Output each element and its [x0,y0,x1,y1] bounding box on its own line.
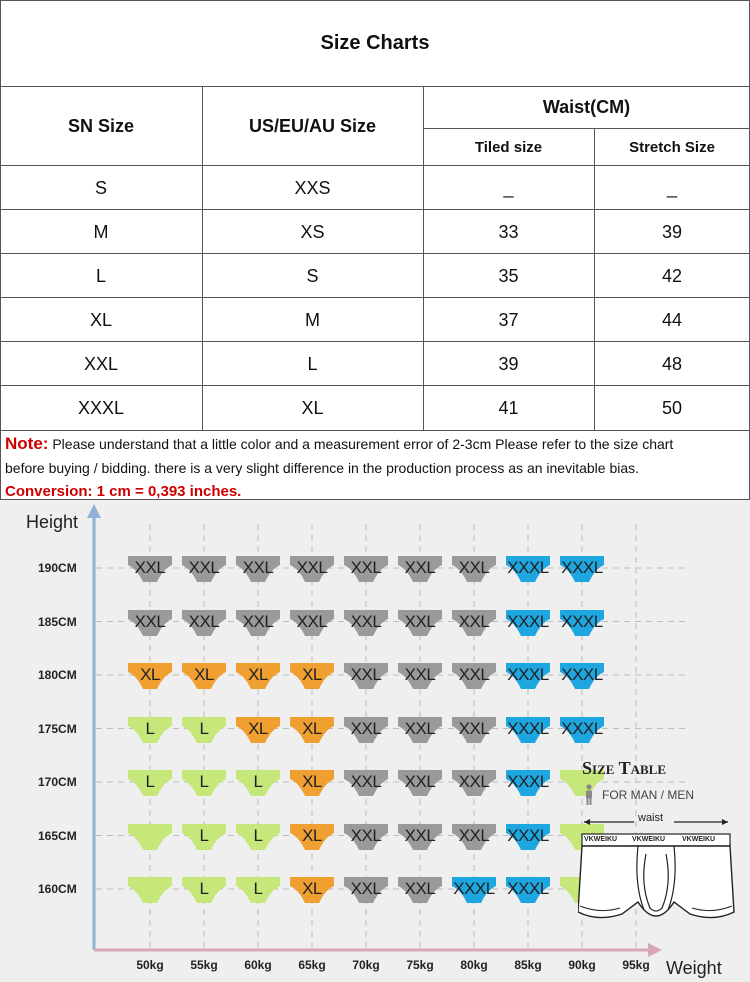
size-cell [559,554,605,586]
x-axis-title: Weight [666,958,722,978]
size-cell [181,661,227,693]
size-cell-label: XXXL [561,665,603,684]
table-title: Size Charts [1,1,749,87]
size-cell-label: L [145,772,155,791]
y-tick-label: 180CM [38,668,77,682]
size-cell-label: XXXL [561,558,603,577]
size-cell-label: XXL [242,558,274,577]
x-tick-label: 90kg [568,958,596,972]
size-cell-label: XXL [296,611,328,631]
size-cell [397,554,443,586]
size-table-subtitle: FOR MAN / MEN [602,788,694,802]
size-cell [289,768,335,800]
us-size-cell: M [305,309,320,330]
size-cell-label: XXL [350,665,382,684]
size-cell [559,608,605,640]
size-cell-label: XXL [404,772,436,791]
y-tick-label: 170CM [38,775,77,789]
size-cell-label: XL [302,879,322,898]
size-cell [343,822,389,854]
size-cell [181,608,227,640]
size-cell [127,608,173,640]
size-cell-label: XXXL [561,718,603,738]
size-cell [235,661,281,693]
us-size-cell: S [306,265,319,286]
y-tick-label: 175CM [38,721,77,736]
waistband-brand-text: VKWEIKU [682,836,716,843]
height-weight-chart [0,500,750,982]
sn-size-cell: M [93,221,109,242]
size-cell-label: XXL [404,665,436,684]
size-cell-label: XXL [458,772,490,791]
sn-size-cell: XL [89,309,113,330]
x-tick-label: 85kg [514,958,542,972]
header-waist: Waist(CM) [542,96,631,117]
size-cell-label: XL [140,665,160,684]
size-cell-label: XL [302,718,322,738]
size-cell-label: XXL [458,558,490,577]
waistband-brand-text: VKWEIKU [584,836,618,843]
size-cell-label: L [145,718,155,738]
size-cell [505,822,551,854]
size-cell-label: XXL [350,825,382,845]
size-cell-label: XXL [134,558,166,577]
size-cell [505,661,551,693]
size-cell-label: XXL [404,825,436,845]
size-cell-label: L [253,879,263,898]
brief-shape-icon [127,875,173,907]
header-us-size: US/EU/AU Size [248,115,377,136]
conversion-text: Conversion: 1 cm = 0,393 inches. [5,483,242,500]
y-tick-label: 185CM [38,614,77,629]
note-label: Note: [5,434,49,453]
tiled-size-cell: 35 [498,265,519,286]
size-cell [127,822,173,854]
size-cell [397,715,443,747]
size-cell-label: XXXL [507,825,549,845]
tiled-size-cell: 37 [498,309,519,330]
size-cell [235,554,281,586]
y-tick-label: 190CM [38,561,77,575]
size-cell [343,715,389,747]
size-cell [451,608,497,640]
boxer-brief-icon [578,814,740,938]
size-table-title: Size Table [582,758,666,778]
size-cell [181,715,227,747]
note-box [0,430,750,500]
stretch-size-cell: 44 [661,309,683,330]
size-cell [289,608,335,640]
size-cell-label: XXL [458,665,490,684]
size-cell [451,875,497,907]
size-table-illustration [570,758,740,938]
size-cell-label: XXXL [507,772,549,791]
size-cell-label: XXXL [507,611,549,631]
size-cell-label: XXL [404,611,436,631]
size-cell-label: XXL [350,718,382,738]
size-cell [289,661,335,693]
size-cell [343,554,389,586]
size-cell [505,875,551,907]
size-cell [343,875,389,907]
us-size-cell: XXS [294,177,331,198]
man-icon [582,784,596,806]
note-text-1: Please understand that a little color and a measurement error of 2-3cm Please refer to the size chart [48,436,674,452]
size-cell-label: XXXL [453,879,495,898]
size-cell [127,715,173,747]
size-cell-label: L [253,825,263,845]
size-cell-label: XXXL [507,718,549,738]
size-cell-label: XXL [458,825,490,845]
size-cell [343,768,389,800]
size-cell [451,715,497,747]
size-cell [559,715,605,747]
size-cell-label: XXL [350,558,382,577]
header-stretch-size: Stretch Size [629,138,715,156]
size-cell-label: XL [248,665,268,684]
header-tiled-size: Tiled size [474,138,543,156]
x-tick-label: 65kg [298,958,326,972]
size-cell-label: XL [302,772,322,791]
x-tick-label: 75kg [406,958,434,972]
stretch-size-cell: 42 [661,265,683,286]
size-cell [451,661,497,693]
size-cell-label: XL [194,665,214,684]
size-cell-label: L [199,825,209,845]
size-cell [505,554,551,586]
size-cell [127,661,173,693]
size-cell [127,875,173,907]
tiled-size-cell: 41 [498,397,519,418]
stretch-size-cell: _ [666,177,677,198]
size-cell-label: XXL [404,879,436,898]
size-cell [235,608,281,640]
x-axis-arrow [648,943,662,957]
size-cell [505,715,551,747]
size-cell [127,768,173,800]
size-cell [451,768,497,800]
x-tick-label: 60kg [244,958,272,972]
waistband-brand-text: VKWEIKU [632,836,666,843]
size-cell [343,608,389,640]
size-cell-label: XXL [350,879,382,898]
size-cell [451,822,497,854]
tiled-size-cell: _ [503,177,514,198]
size-cell [181,822,227,854]
size-cell-label: XXL [188,611,220,631]
size-cell-label: XXXL [507,558,549,577]
size-cell [505,608,551,640]
size-cell-label: XXL [350,772,382,791]
size-cell [397,608,443,640]
size-cell [235,768,281,800]
size-cell [181,554,227,586]
size-cell [235,822,281,854]
stretch-size-cell: 50 [661,397,683,418]
size-cell-label: XXL [134,611,166,631]
size-cell-label: XXL [458,611,490,631]
us-size-cell: L [307,353,318,374]
size-cell-label: XXL [188,558,220,577]
stretch-size-cell: 39 [661,221,683,242]
size-cell-label: XL [302,825,322,845]
size-cell [235,875,281,907]
size-cell [343,661,389,693]
size-cell-label: XXXL [507,665,549,684]
header-sn-size: SN Size [67,115,135,136]
size-cell [397,822,443,854]
size-cell [127,554,173,586]
size-cell-label: L [199,718,209,738]
size-cell-label: XXL [242,611,274,631]
waist-label: waist [638,812,664,824]
size-cell-label: XXL [404,558,436,577]
size-cell-label: XXL [404,718,436,738]
size-cell-label: XXXL [507,879,549,898]
x-tick-label: 80kg [460,958,488,972]
size-cell-label: XL [248,718,268,738]
sn-size-cell: XXL [83,353,119,374]
size-cell-label: XXL [296,558,328,577]
y-tick-label: 160CM [38,882,77,896]
y-axis-title: Height [26,512,79,532]
size-cell [289,822,335,854]
size-cell-label: L [199,772,209,791]
size-cell [235,715,281,747]
size-cell-label: XXL [350,611,382,631]
size-cell [397,768,443,800]
us-size-cell: XS [300,221,325,242]
us-size-cell: XL [301,397,324,418]
x-tick-label: 70kg [352,958,380,972]
x-tick-label: 50kg [136,958,164,972]
sn-size-cell: XXXL [77,397,125,418]
size-cell [181,768,227,800]
brief-shape-icon [127,822,173,854]
sn-size-cell: L [95,265,106,286]
y-tick-label: 165CM [38,828,77,843]
size-cell [181,875,227,907]
size-cell-label: XXXL [561,611,603,631]
size-cell [397,875,443,907]
size-cell [289,715,335,747]
size-cell [505,768,551,800]
x-tick-label: 95kg [622,958,650,972]
size-cell [559,661,605,693]
size-cell [451,554,497,586]
y-axis-arrow [87,504,101,518]
size-cell [289,554,335,586]
x-tick-label: 55kg [190,958,218,972]
stretch-size-cell: 48 [661,353,683,374]
size-cell [397,661,443,693]
note-text-2: before buying / bidding. there is a very slight difference in the production process as an inevitable bias. [5,460,640,476]
tiled-size-cell: 39 [498,353,519,374]
size-cell-label: L [253,772,263,791]
size-cell-label: XXL [458,718,490,738]
size-cell-label: XL [302,665,322,684]
sn-size-cell: S [94,177,107,198]
tiled-size-cell: 33 [498,221,519,242]
size-cell [289,875,335,907]
size-cell-label: L [199,879,209,898]
